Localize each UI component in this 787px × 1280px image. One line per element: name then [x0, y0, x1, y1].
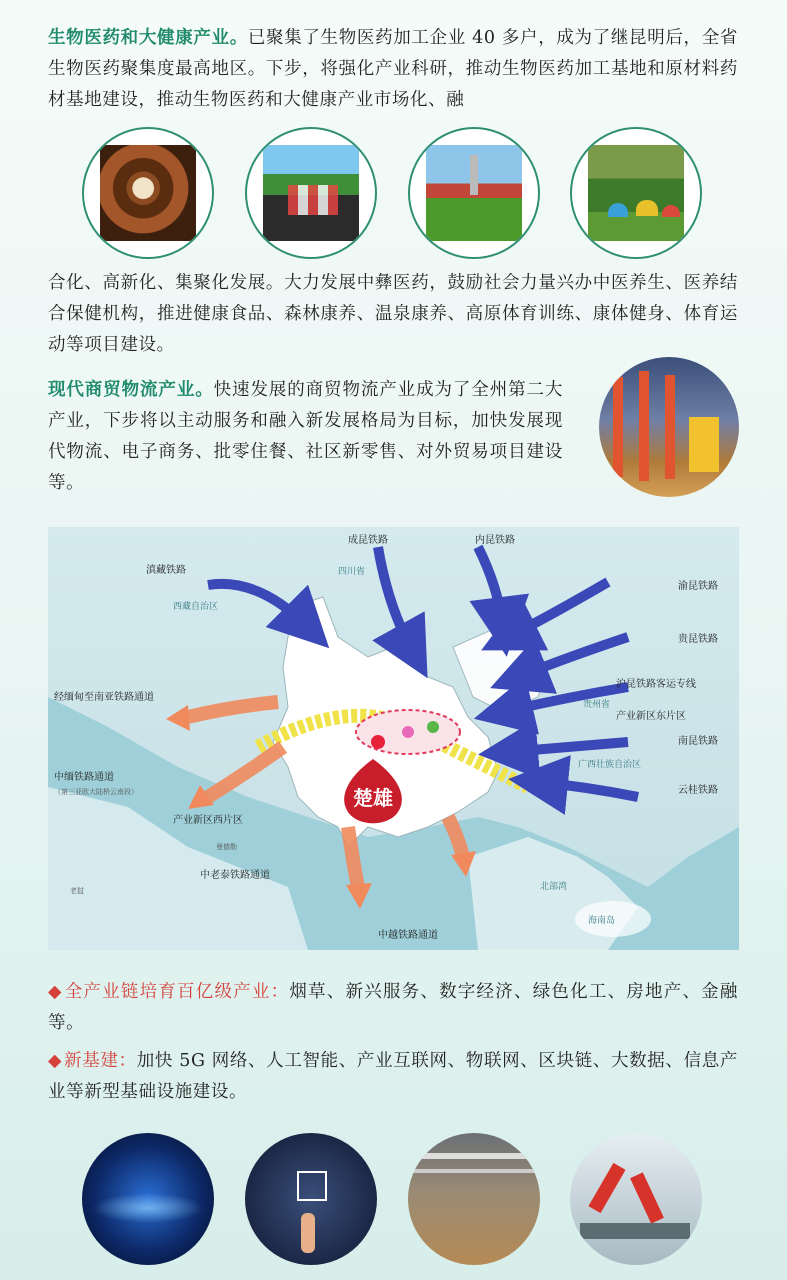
label-guikun: 贵昆铁路 [678, 634, 718, 645]
label-china-vietnam: 中越铁路通道 [378, 930, 438, 941]
photo-digital-qr [245, 1133, 377, 1265]
region-mandalay: 曼德勒 [216, 843, 237, 851]
region-tibet: 西藏自治区 [173, 602, 219, 612]
section-logistics-text: 快速发展的商贸物流产业成为了全州第二大产业，下步将以主动服务和融入新发展格局为目标，加快发展现代物流、电子商务、批零住餐、社区新零售、对外贸易项目建设等。 [48, 380, 563, 493]
photo-warehouse [599, 357, 739, 497]
label-yungui: 云桂铁路 [678, 785, 718, 796]
section-logistics-heading: 现代商贸物流产业。 [48, 380, 214, 400]
region-beibu-gulf: 北部湾 [540, 882, 568, 892]
label-east-district: 产业新区东片区 [616, 711, 686, 722]
photo-logistics-center [408, 1133, 540, 1265]
region-laos: 老挝 [70, 887, 84, 895]
diamond-bullet-icon: ◆ [48, 982, 63, 1002]
region-hainan: 海南岛 [588, 916, 616, 926]
photo-herbal-tea [82, 127, 214, 259]
section-industry-chain-text: 烟草、新兴服务、数字经济、绿色化工、房地产、金融等。 [48, 982, 739, 1033]
region-guangxi: 广西壮族自治区 [578, 760, 642, 770]
diamond-bullet-icon: ◆ [48, 1051, 63, 1071]
label-yukun: 渝昆铁路 [678, 581, 718, 592]
photo-camping-tents [570, 127, 702, 259]
label-west-district: 产业新区西片区 [173, 815, 243, 826]
map-center-label: 楚雄 [353, 786, 393, 810]
section-logistics [48, 375, 563, 499]
photo-global-network [82, 1133, 214, 1265]
label-china-myanmar: 中缅铁路通道 [54, 772, 114, 783]
section-biomedicine-part1 [48, 23, 738, 116]
label-chengkun: 成昆铁路 [348, 535, 388, 546]
photo-robot-arm [570, 1133, 702, 1265]
section-industry-chain-heading: 全产业链培育百亿级产业： [64, 982, 290, 1002]
section-new-infrastructure [48, 1046, 738, 1108]
label-china-laos-thailand: 中老泰铁路通道 [200, 870, 270, 881]
section-biomedicine-text-a: 已聚集了生物医药加工企业 40 多户，成为了继昆明后，全省生物医药聚集度最高地区。下步，将强化产业科研，推动生物医药加工基地和原材料药材基地建设，推动生物医药和大健康产业市场化、融 [48, 28, 738, 110]
label-eurasia-bridge: （第三亚欧大陆桥云南段） [54, 788, 138, 796]
region-guizhou: 贵州省 [583, 700, 611, 710]
railway-map [48, 527, 739, 950]
section-new-infrastructure-text: 加快 5G 网络、人工智能、产业互联网、物联网、区块链、大数据、信息产业等新型基础设施建设。 [48, 1051, 738, 1102]
section-biomedicine-part2 [48, 268, 738, 361]
photo-monument-square [408, 127, 540, 259]
label-nankun: 南昆铁路 [678, 736, 718, 747]
section-biomedicine-heading: 生物医药和大健康产业。 [48, 28, 248, 48]
label-hukun: 沪昆铁路客运专线 [616, 679, 696, 690]
photo-running-road [245, 127, 377, 259]
section-new-infrastructure-heading: 新基建： [64, 1051, 137, 1071]
label-dianzang: 滇藏铁路 [146, 565, 186, 576]
region-sichuan: 四川省 [338, 567, 366, 577]
label-neikun: 内昆铁路 [475, 535, 515, 546]
section-biomedicine-text-b: 合化、高新化、集聚化发展。大力发展中彝医药，鼓励社会力量兴办中医养生、医养结合保健机构，推进健康食品、森林康养、温泉康养、高原体育训练、康体健身、体育运动等项目建设。 [48, 273, 738, 355]
label-myanmar-south-asia: 经缅甸至南亚铁路通道 [54, 692, 154, 703]
section-industry-chain [48, 977, 738, 1039]
